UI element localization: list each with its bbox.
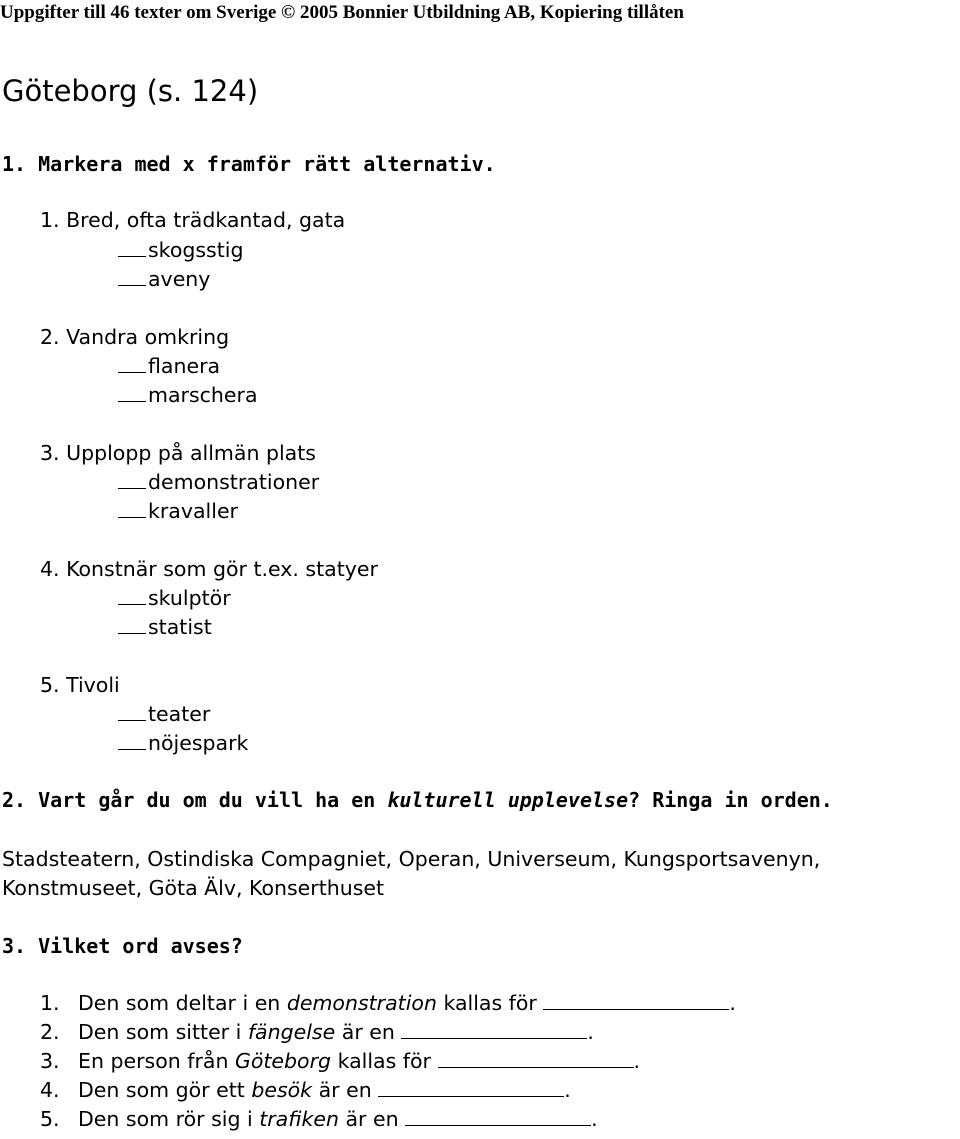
answer-blank[interactable] [118,371,146,373]
question-1-prompt: 1. Bred, ofta trädkantad, gata [40,208,346,232]
answer-line[interactable] [405,1124,591,1126]
question-4-option-1[interactable]: skulptör [118,586,231,610]
section1-heading: 1. Markera med x framför rätt alternativ. [2,152,496,176]
answer-blank[interactable] [118,487,146,489]
page-title: Göteborg (s. 124) [2,74,259,108]
answer-line[interactable] [401,1037,587,1039]
question-4-prompt: 4. Konstnär som gör t.ex. statyer [40,557,378,581]
question-4-option-2[interactable]: statist [118,615,212,639]
question-1-option-2[interactable]: aveny [118,267,210,291]
answer-line[interactable] [378,1095,564,1097]
definition-item-5: 5. Den som rör sig i trafiken är en . [40,1107,598,1131]
section3-heading: 3. Vilket ord avses? [2,934,243,958]
question-3-option-1[interactable]: demonstrationer [118,470,319,494]
question-5-option-1[interactable]: teater [118,702,210,726]
definition-item-1: 1. Den som deltar i en demonstration kallas för . [40,991,736,1015]
answer-blank[interactable] [118,719,146,721]
answer-blank[interactable] [118,255,146,257]
answer-line[interactable] [543,1008,729,1010]
question-3-option-2[interactable]: kravaller [118,499,238,523]
answer-blank[interactable] [118,632,146,634]
answer-blank[interactable] [118,603,146,605]
question-5-option-2[interactable]: nöjespark [118,731,248,755]
question-1-option-1[interactable]: skogsstig [118,238,243,262]
word-list-line-1[interactable]: Stadsteatern, Ostindiska Compagniet, Operan, Universeum, Kungsportsavenyn, [2,847,821,871]
answer-blank[interactable] [118,748,146,750]
word-list-line-2[interactable]: Konstmuseet, Göta Älv, Konserthuset [2,876,385,900]
answer-blank[interactable] [118,400,146,402]
question-2-prompt: 2. Vandra omkring [40,325,230,349]
answer-blank[interactable] [118,284,146,286]
answer-line[interactable] [438,1066,634,1068]
page-header: Uppgifter till 46 texter om Sverige © 2005 Bonnier Utbildning AB, Kopiering tillåten [0,2,684,23]
question-5-prompt: 5. Tivoli [40,673,120,697]
question-3-prompt: 3. Upplopp på allmän plats [40,441,316,465]
answer-blank[interactable] [118,516,146,518]
question-2-option-1[interactable]: flanera [118,354,220,378]
section2-heading: 2. Vart går du om du vill ha en kulturell upplevelse? Ringa in orden. [2,788,833,812]
definition-item-4: 4. Den som gör ett besök är en . [40,1078,571,1102]
question-2-option-2[interactable]: marschera [118,383,258,407]
definition-item-3: 3. En person från Göteborg kallas för . [40,1049,641,1073]
definition-item-2: 2. Den som sitter i fängelse är en . [40,1020,594,1044]
